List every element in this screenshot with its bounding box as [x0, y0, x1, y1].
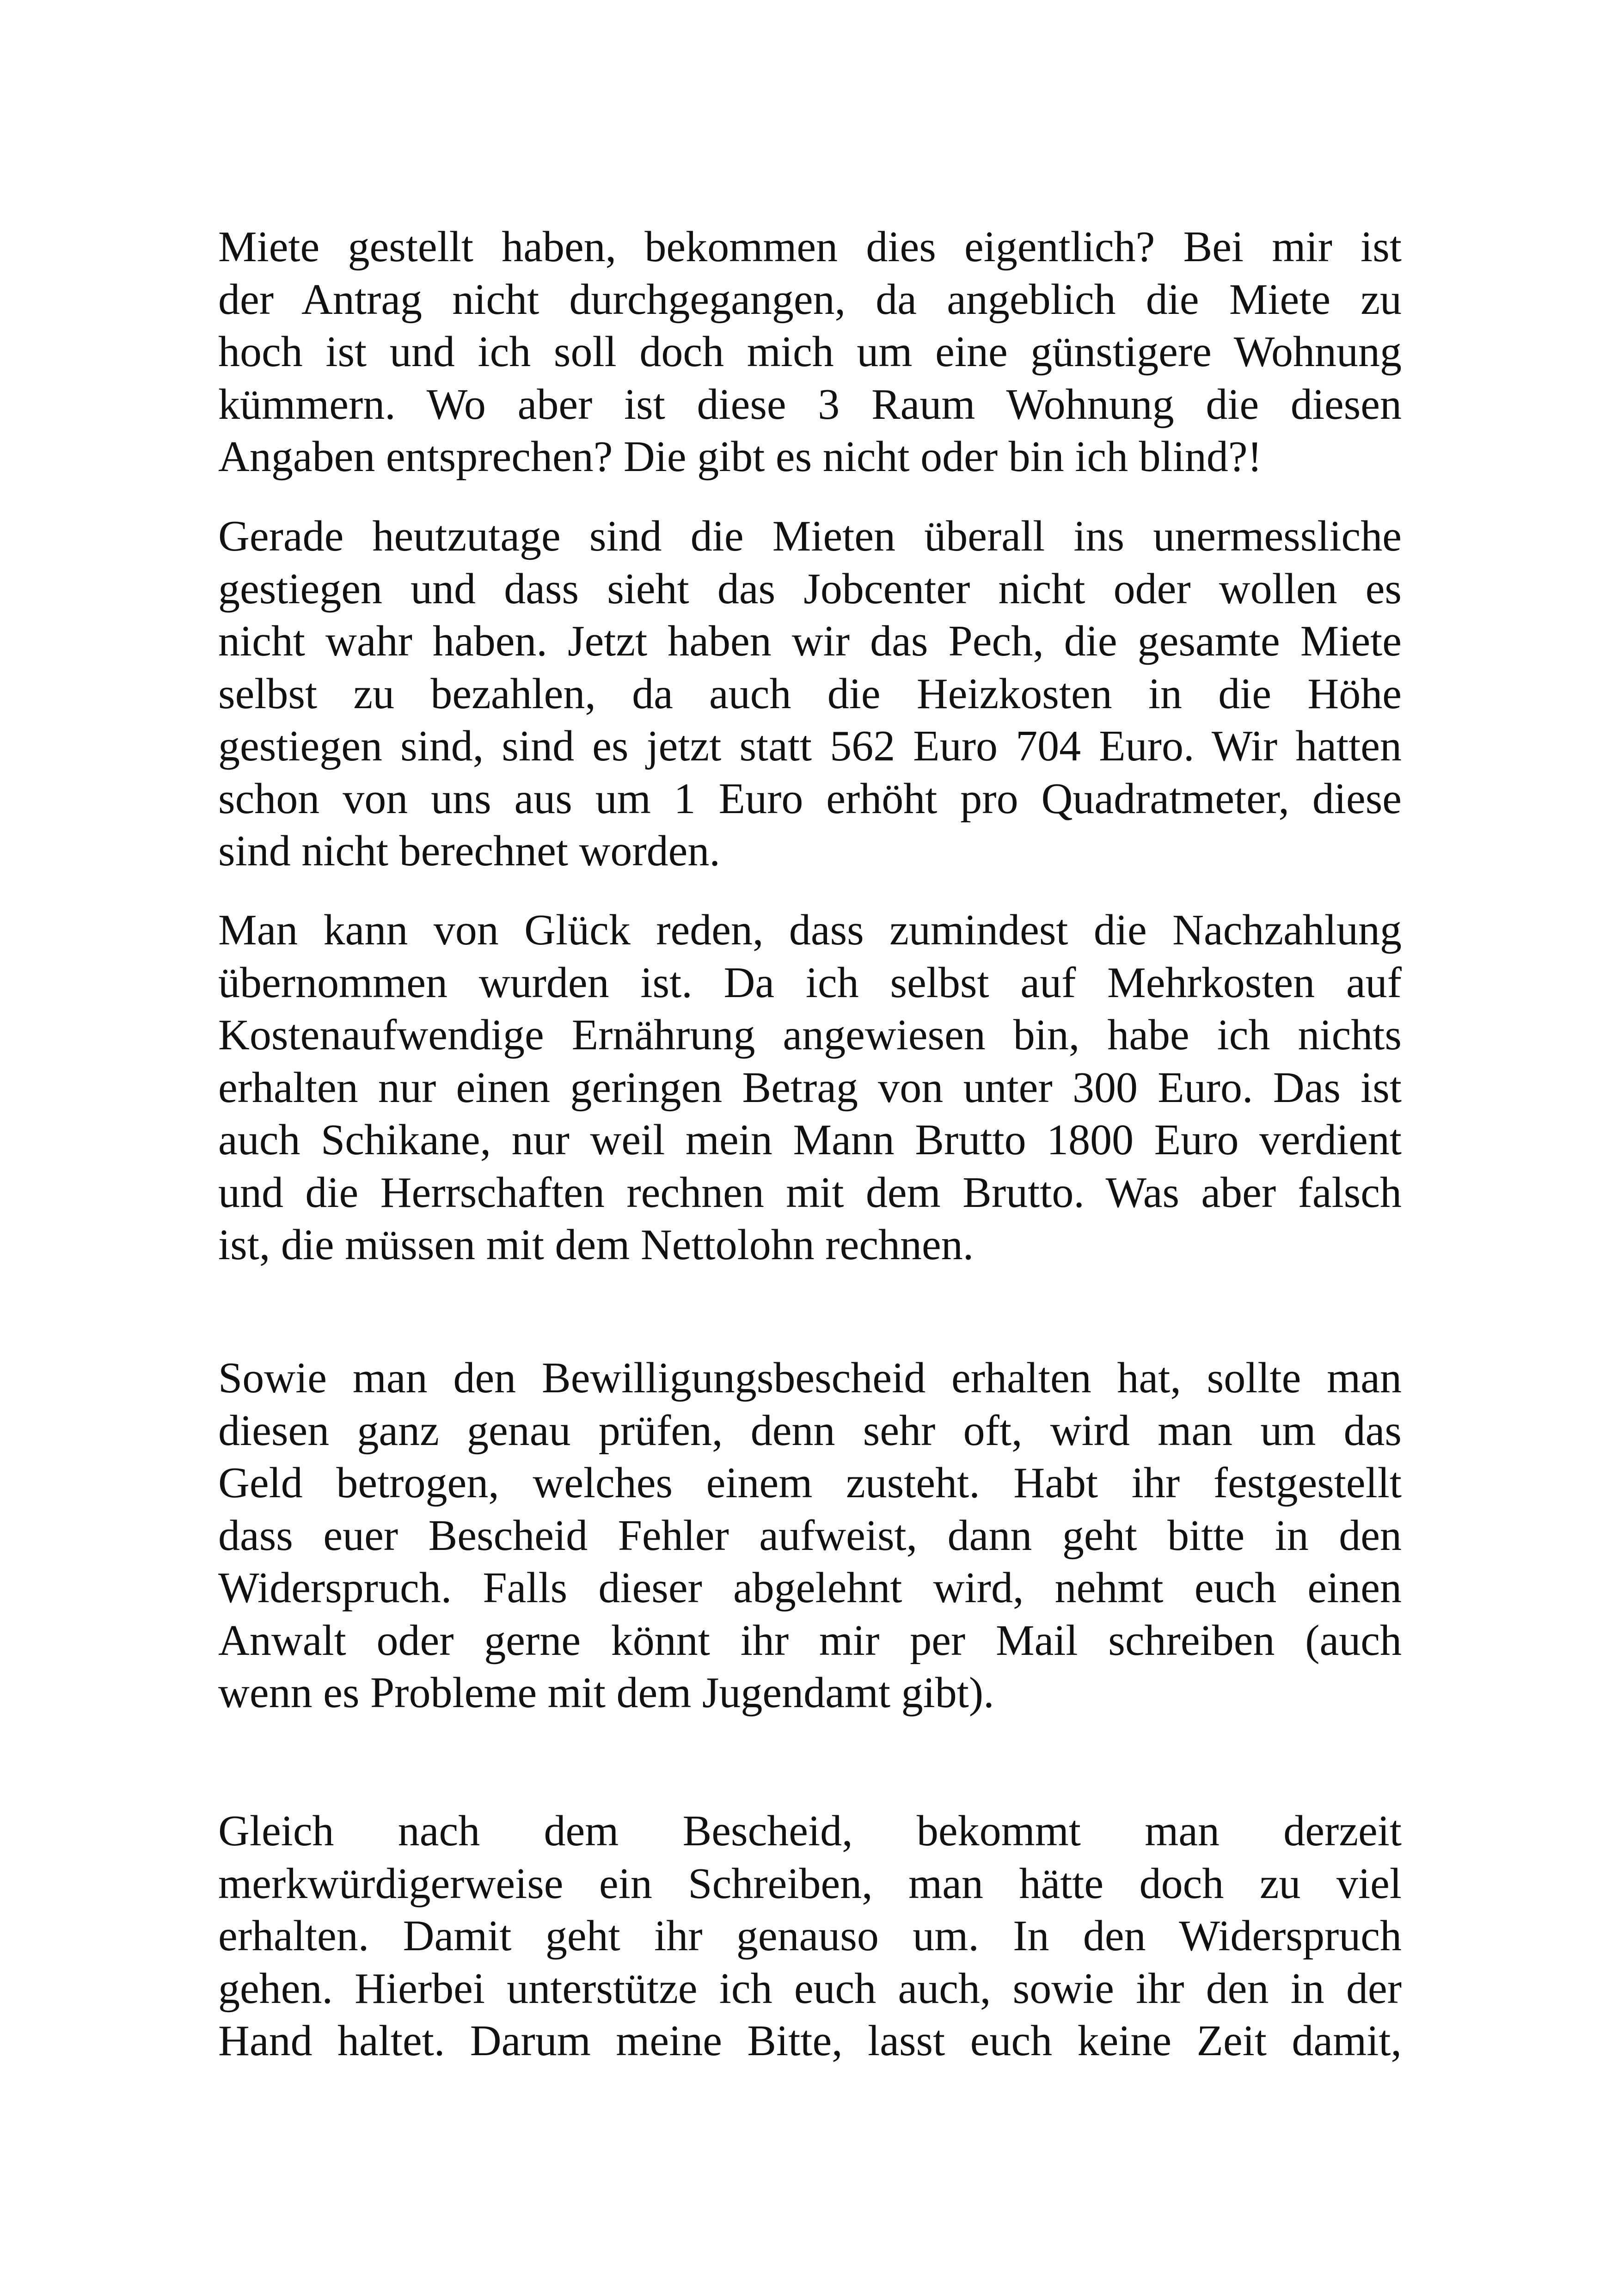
- text-line: auch Schikane, nur weil mein Mann Brutto 1800 Euro verdient: [218, 1116, 1402, 1164]
- text-line: Miete gestellt haben, bekommen dies eigentlich? Bei mir ist: [218, 223, 1402, 271]
- text-line: und die Herrschaften rechnen mit dem Brutto. Was aber falsch: [218, 1168, 1402, 1217]
- text-line: diesen ganz genau prüfen, denn sehr oft, wird man um das: [218, 1406, 1402, 1455]
- text-line: wenn es Probleme mit dem Jugendamt gibt).: [218, 1669, 994, 1717]
- text-line: Hand haltet. Darum meine Bitte, lasst euch keine Zeit damit,: [218, 2017, 1402, 2065]
- text-line: gehen. Hierbei unterstütze ich euch auch, sowie ihr den in der: [218, 1964, 1402, 2013]
- text-line: Widerspruch. Falls dieser abgelehnt wird, nehmt euch einen: [218, 1564, 1402, 1612]
- text-line: gestiegen sind, sind es jetzt statt 562 Euro 704 Euro. Wir hatten: [218, 722, 1402, 770]
- text-line: gestiegen und dass sieht das Jobcenter nicht oder wollen es: [218, 564, 1402, 613]
- paragraph-2: [218, 510, 1402, 878]
- text-line: Gleich nach dem Bescheid, bekommt man derzeit: [218, 1807, 1402, 1855]
- text-line: Anwalt oder gerne könnt ihr mir per Mail schreiben (auch: [218, 1616, 1402, 1665]
- text-line: erhalten. Damit geht ihr genauso um. In den Widerspruch: [218, 1912, 1402, 1960]
- text-line: Man kann von Glück reden, dass zumindest die Nachzahlung: [218, 906, 1402, 954]
- text-line: der Antrag nicht durchgegangen, da angeblich die Miete zu: [218, 275, 1402, 324]
- text-line: Angaben entsprechen? Die gibt es nicht oder bin ich blind?!: [218, 433, 1262, 481]
- text-line: schon von uns aus um 1 Euro erhöht pro Quadratmeter, diese: [218, 774, 1402, 823]
- paragraph-5: [218, 1805, 1402, 2068]
- text-line: Gerade heutzutage sind die Mieten überall ins unermessliche: [218, 512, 1402, 560]
- text-line: kümmern. Wo aber ist diese 3 Raum Wohnung die diesen: [218, 380, 1402, 429]
- text-line: hoch ist und ich soll doch mich um eine günstigere Wohnung: [218, 328, 1402, 376]
- text-line: sind nicht berechnet worden.: [218, 827, 720, 875]
- text-line: selbst zu bezahlen, da auch die Heizkosten in die Höhe: [218, 669, 1402, 718]
- text-line: Kostenaufwendige Ernährung angewiesen bin, habe ich nichts: [218, 1011, 1402, 1059]
- text-line: erhalten nur einen geringen Betrag von unter 300 Euro. Das ist: [218, 1063, 1402, 1112]
- text-line: Geld betrogen, welches einem zusteht. Habt ihr festgestellt: [218, 1459, 1402, 1507]
- paragraph-4: [218, 1352, 1402, 1720]
- text-line: merkwürdigerweise ein Schreiben, man hätte doch zu viel: [218, 1859, 1402, 1908]
- paragraph-3: [218, 904, 1402, 1272]
- text-line: nicht wahr haben. Jetzt haben wir das Pech, die gesamte Miete: [218, 617, 1402, 665]
- text-line: dass euer Bescheid Fehler aufweist, dann geht bitte in den: [218, 1511, 1402, 1560]
- text-line: ist, die müssen mit dem Nettolohn rechnen.: [218, 1221, 974, 1269]
- text-line: Sowie man den Bewilligungsbescheid erhalten hat, sollte man: [218, 1354, 1402, 1402]
- text-line: übernommen wurden ist. Da ich selbst auf Mehrkosten auf: [218, 958, 1402, 1007]
- paragraph-1: [218, 221, 1402, 484]
